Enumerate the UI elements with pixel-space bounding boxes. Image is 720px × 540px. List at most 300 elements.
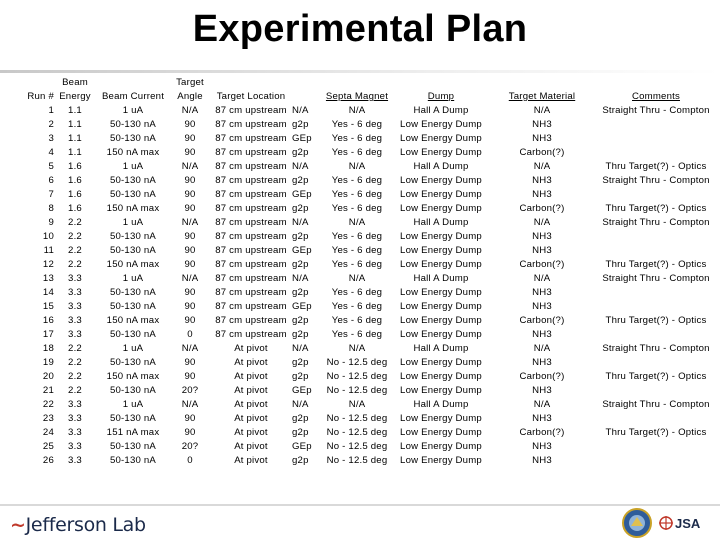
cell-current: 1 uA [122,399,144,410]
cell-current: 50-130 nA [109,189,157,200]
cell-run: 21 [42,385,54,396]
cell-material: Carbon(?) [519,147,565,158]
cell-location: 87 cm upstream [215,245,287,256]
cell-septa: Yes - 6 deg [331,259,383,270]
cell-run: 14 [42,287,54,298]
cell-dump: Low Energy Dump [400,231,482,242]
cell-septa: Yes - 6 deg [331,175,383,186]
header-energy-top: Beam [62,77,88,88]
cell-location: 87 cm upstream [215,133,287,144]
cell-location: 87 cm upstream [215,217,287,228]
table-row [26,412,716,426]
jsa-text: JSA [675,516,701,531]
cell-material: Carbon(?) [519,427,565,438]
cell-location: 87 cm upstream [215,329,287,340]
cell-comments [596,328,716,342]
cell-material: NH3 [532,441,552,452]
cell-dump: Low Energy Dump [400,455,482,466]
cell-current: 150 nA max [106,147,160,158]
table-row [26,188,716,202]
cell-material: N/A [533,399,551,410]
cell-mode: N/A [292,399,309,410]
cell-dump: Low Energy Dump [400,441,482,452]
cell-mode: GEp [292,133,312,144]
cell-angle: 90 [184,147,196,158]
header-septa-top [320,76,394,90]
table-row [26,174,716,188]
cell-run: 22 [42,399,54,410]
cell-septa: No - 12.5 deg [326,455,388,466]
cell-mode: N/A [292,161,309,172]
cell-material: N/A [533,105,551,116]
cell-mode: N/A [292,105,309,116]
cell-comments: Thru Target(?) - Optics [605,161,707,172]
cell-comments [596,300,716,314]
cell-material: NH3 [532,133,552,144]
table-row [26,216,716,230]
cell-dump: Hall A Dump [413,273,469,284]
table-row [26,230,716,244]
cell-run: 2 [48,119,54,130]
table-row [26,454,716,468]
cell-material: Carbon(?) [519,371,565,382]
header-comments: Comments [632,91,680,102]
cell-angle: 90 [184,287,196,298]
cell-dump: Low Energy Dump [400,287,482,298]
cell-dump: Low Energy Dump [400,329,482,340]
cell-angle: 90 [184,413,196,424]
cell-location: At pivot [234,427,268,438]
cell-mode: g2p [292,357,309,368]
cell-run: 26 [42,455,54,466]
cell-current: 50-130 nA [109,287,157,298]
cell-angle: N/A [181,273,199,284]
cell-energy: 2.2 [68,357,82,368]
cell-comments: Straight Thru - Compton [602,217,710,228]
cell-run: 12 [42,259,54,270]
cell-dump: Low Energy Dump [400,301,482,312]
cell-material: NH3 [532,455,552,466]
table-row [26,132,716,146]
cell-angle: 0 [187,455,193,466]
cell-mode: g2p [292,231,309,242]
cell-energy: 2.2 [68,371,82,382]
cell-septa: N/A [348,273,366,284]
cell-current: 50-130 nA [109,231,157,242]
cell-angle: 90 [184,189,196,200]
page-title: Experimental Plan [192,8,528,50]
cell-comments [596,188,716,202]
cell-run: 15 [42,301,54,312]
cell-energy: 2.2 [68,231,82,242]
cell-location: At pivot [234,441,268,452]
table-row [26,314,716,328]
cell-material: Carbon(?) [519,315,565,326]
header-angle: Angle [177,91,203,102]
header-location: Target Location [216,91,286,102]
cell-mode: GEp [292,441,312,452]
cell-energy: 2.2 [68,259,82,270]
cell-septa: No - 12.5 deg [326,357,388,368]
cell-current: 50-130 nA [109,441,157,452]
cell-septa: N/A [348,343,366,354]
cell-angle: 90 [184,371,196,382]
cell-current: 150 nA max [106,203,160,214]
cell-energy: 3.3 [68,455,82,466]
cell-current: 50-130 nA [109,413,157,424]
cell-run: 10 [42,231,54,242]
cell-mode: g2p [292,413,309,424]
cell-location: At pivot [234,371,268,382]
header-run: Run # [27,91,54,102]
cell-comments: Thru Target(?) - Optics [605,203,707,214]
cell-run: 24 [42,427,54,438]
cell-septa: Yes - 6 deg [331,245,383,256]
cell-material: N/A [533,217,551,228]
cell-energy: 3.3 [68,301,82,312]
cell-current: 150 nA max [106,259,160,270]
cell-location: 87 cm upstream [215,161,287,172]
cell-septa: Yes - 6 deg [331,301,383,312]
cell-angle: N/A [181,161,199,172]
cell-location: 87 cm upstream [215,287,287,298]
cell-material: NH3 [532,231,552,242]
cell-run: 18 [42,343,54,354]
cell-location: 87 cm upstream [215,273,287,284]
cell-energy: 1.1 [68,105,82,116]
header-dump-top [394,76,488,90]
header-mode-top [292,76,320,90]
table-body [26,104,716,468]
cell-energy: 2.2 [68,245,82,256]
cell-energy: 1.1 [68,119,82,130]
cell-location: 87 cm upstream [215,301,287,312]
doe-seal-icon [622,508,652,538]
cell-mode: GEp [292,385,312,396]
cell-mode: GEp [292,245,312,256]
cell-comments: Straight Thru - Compton [602,273,710,284]
cell-comments: Thru Target(?) - Optics [605,259,707,270]
cell-material: N/A [533,343,551,354]
cell-mode: g2p [292,371,309,382]
cell-mode: g2p [292,287,309,298]
header-angle-top: Target [176,77,204,88]
logo-text: Jefferson Lab [25,514,146,536]
cell-dump: Hall A Dump [413,217,469,228]
cell-mode: g2p [292,427,309,438]
cell-mode: N/A [292,273,309,284]
experimental-plan-table [26,76,716,468]
title-divider [0,70,720,73]
footer-divider [0,504,720,506]
cell-angle: 90 [184,259,196,270]
cell-comments [596,440,716,454]
cell-mode: g2p [292,329,309,340]
table-header-row [26,90,716,104]
cell-run: 6 [48,175,54,186]
header-septa: Septa Magnet [325,91,389,102]
cell-material: Carbon(?) [519,259,565,270]
table-row [26,342,716,356]
table-row [26,440,716,454]
cell-material: NH3 [532,175,552,186]
cell-septa: Yes - 6 deg [331,133,383,144]
table-row [26,160,716,174]
cell-septa: Yes - 6 deg [331,119,383,130]
cell-current: 50-130 nA [109,357,157,368]
cell-energy: 1.6 [68,161,82,172]
cell-angle: 90 [184,175,196,186]
cell-current: 150 nA max [106,371,160,382]
cell-run: 3 [48,133,54,144]
cell-angle: 90 [184,301,196,312]
table-row [26,258,716,272]
cell-energy: 3.3 [68,273,82,284]
cell-mode: g2p [292,119,309,130]
cell-material: NH3 [532,301,552,312]
cell-comments [596,230,716,244]
cell-septa: Yes - 6 deg [331,231,383,242]
cell-current: 1 uA [122,343,144,354]
cell-current: 1 uA [122,105,144,116]
cell-run: 8 [48,203,54,214]
cell-current: 50-130 nA [109,301,157,312]
table-row [26,104,716,118]
cell-mode: g2p [292,203,309,214]
cell-septa: No - 12.5 deg [326,385,388,396]
cell-material: NH3 [532,413,552,424]
cell-angle: N/A [181,105,199,116]
cell-dump: Low Energy Dump [400,413,482,424]
table-header-row-top [26,76,716,90]
cell-energy: 3.3 [68,287,82,298]
jsa-logo-icon [656,508,704,538]
cell-location: 87 cm upstream [215,315,287,326]
cell-run: 11 [43,245,54,256]
cell-septa: No - 12.5 deg [326,413,388,424]
table-row [26,272,716,286]
cell-current: 50-130 nA [109,329,157,340]
table-row [26,202,716,216]
cell-location: 87 cm upstream [215,147,287,158]
cell-run: 13 [42,273,54,284]
cell-location: At pivot [234,385,268,396]
header-location-top [210,76,292,90]
cell-material: NH3 [532,385,552,396]
cell-angle: 90 [184,203,196,214]
cell-comments: Straight Thru - Compton [602,399,710,410]
cell-dump: Hall A Dump [413,399,469,410]
cell-dump: Low Energy Dump [400,259,482,270]
cell-dump: Hall A Dump [413,105,469,116]
header-material-top [488,76,596,90]
header-mode [292,90,320,104]
cell-septa: N/A [348,105,366,116]
cell-angle: 90 [184,315,196,326]
cell-mode: g2p [292,175,309,186]
cell-dump: Low Energy Dump [400,357,482,368]
cell-energy: 3.3 [68,315,82,326]
header-run-top [26,76,54,90]
cell-dump: Low Energy Dump [400,189,482,200]
cell-comments: Straight Thru - Compton [602,175,710,186]
cell-location: At pivot [234,357,268,368]
cell-dump: Low Energy Dump [400,315,482,326]
cell-angle: N/A [181,343,199,354]
cell-mode: N/A [292,217,309,228]
cell-septa: Yes - 6 deg [331,147,383,158]
cell-energy: 3.3 [68,399,82,410]
cell-current: 1 uA [122,273,144,284]
cell-material: N/A [533,273,551,284]
cell-location: 87 cm upstream [215,259,287,270]
cell-run: 25 [42,441,54,452]
cell-septa: No - 12.5 deg [326,441,388,452]
cell-current: 50-130 nA [109,385,157,396]
cell-dump: Low Energy Dump [400,245,482,256]
cell-energy: 3.3 [68,329,82,340]
cell-current: 1 uA [122,161,144,172]
cell-angle: 90 [184,119,196,130]
cell-run: 1 [48,105,54,116]
cell-comments [596,384,716,398]
cell-energy: 2.2 [68,217,82,228]
cell-energy: 3.3 [68,413,82,424]
cell-dump: Low Energy Dump [400,147,482,158]
cell-angle: N/A [181,217,199,228]
cell-dump: Hall A Dump [413,343,469,354]
cell-energy: 2.2 [68,343,82,354]
table-row [26,356,716,370]
cell-material: NH3 [532,357,552,368]
table-row [26,244,716,258]
cell-current: 50-130 nA [109,175,157,186]
cell-location: 87 cm upstream [215,119,287,130]
table-row [26,118,716,132]
header-material: Target Material [508,91,576,102]
table-row [26,426,716,440]
cell-location: 87 cm upstream [215,175,287,186]
cell-material: N/A [533,161,551,172]
cell-septa: N/A [348,217,366,228]
cell-angle: 90 [184,231,196,242]
cell-dump: Low Energy Dump [400,133,482,144]
cell-septa: N/A [348,399,366,410]
cell-comments: Straight Thru - Compton [602,105,710,116]
cell-angle: 90 [184,427,196,438]
cell-septa: No - 12.5 deg [326,427,388,438]
cell-energy: 1.6 [68,189,82,200]
table-row [26,398,716,412]
cell-run: 4 [48,147,54,158]
jefferson-lab-logo [10,514,146,536]
cell-energy: 3.3 [68,427,82,438]
cell-current: 150 nA max [106,315,160,326]
cell-location: At pivot [234,343,268,354]
cell-angle: 0 [187,329,193,340]
cell-run: 9 [48,217,54,228]
table-row [26,146,716,160]
cell-comments: Straight Thru - Compton [602,343,710,354]
cell-location: At pivot [234,455,268,466]
logo-swoosh-icon: ~ [10,514,26,536]
cell-current: 50-130 nA [109,245,157,256]
cell-comments [596,146,716,160]
cell-run: 23 [42,413,54,424]
cell-material: NH3 [532,329,552,340]
cell-run: 19 [42,357,54,368]
table-row [26,286,716,300]
cell-septa: N/A [348,161,366,172]
cell-energy: 1.1 [68,147,82,158]
table-row [26,300,716,314]
cell-energy: 1.6 [68,175,82,186]
cell-run: 16 [42,315,54,326]
header-comments-top [596,76,716,90]
cell-angle: N/A [181,399,199,410]
cell-dump: Low Energy Dump [400,371,482,382]
cell-material: NH3 [532,245,552,256]
cell-comments [596,356,716,370]
cell-dump: Low Energy Dump [400,427,482,438]
cell-current: 50-130 nA [109,119,157,130]
cell-run: 17 [42,329,54,340]
cell-angle: 20? [181,441,199,452]
cell-comments: Thru Target(?) - Optics [605,371,707,382]
cell-mode: g2p [292,259,309,270]
cell-mode: g2p [292,147,309,158]
cell-mode: N/A [292,343,309,354]
cell-location: 87 cm upstream [215,105,287,116]
cell-comments [596,412,716,426]
cell-current: 1 uA [122,217,144,228]
cell-comments [596,286,716,300]
cell-angle: 90 [184,245,196,256]
cell-septa: Yes - 6 deg [331,203,383,214]
cell-septa: No - 12.5 deg [326,371,388,382]
table-row [26,370,716,384]
cell-location: 87 cm upstream [215,189,287,200]
cell-run: 20 [42,371,54,382]
cell-comments [596,244,716,258]
cell-dump: Low Energy Dump [400,385,482,396]
cell-current: 50-130 nA [109,455,157,466]
cell-energy: 1.6 [68,203,82,214]
cell-current: 151 nA max [106,427,160,438]
cell-mode: g2p [292,315,309,326]
cell-location: At pivot [234,413,268,424]
cell-dump: Low Energy Dump [400,203,482,214]
cell-comments: Thru Target(?) - Optics [605,427,707,438]
cell-run: 7 [48,189,54,200]
cell-energy: 2.2 [68,385,82,396]
header-current: Beam Current [101,91,165,102]
cell-dump: Hall A Dump [413,161,469,172]
cell-septa: Yes - 6 deg [331,315,383,326]
cell-septa: Yes - 6 deg [331,329,383,340]
cell-dump: Low Energy Dump [400,175,482,186]
cell-material: NH3 [532,189,552,200]
header-energy: Energy [59,91,91,102]
cell-septa: Yes - 6 deg [331,287,383,298]
cell-location: At pivot [234,399,268,410]
cell-dump: Low Energy Dump [400,119,482,130]
cell-mode: GEp [292,189,312,200]
cell-mode: g2p [292,455,309,466]
table-row [26,328,716,342]
cell-energy: 3.3 [68,441,82,452]
table-row [26,384,716,398]
